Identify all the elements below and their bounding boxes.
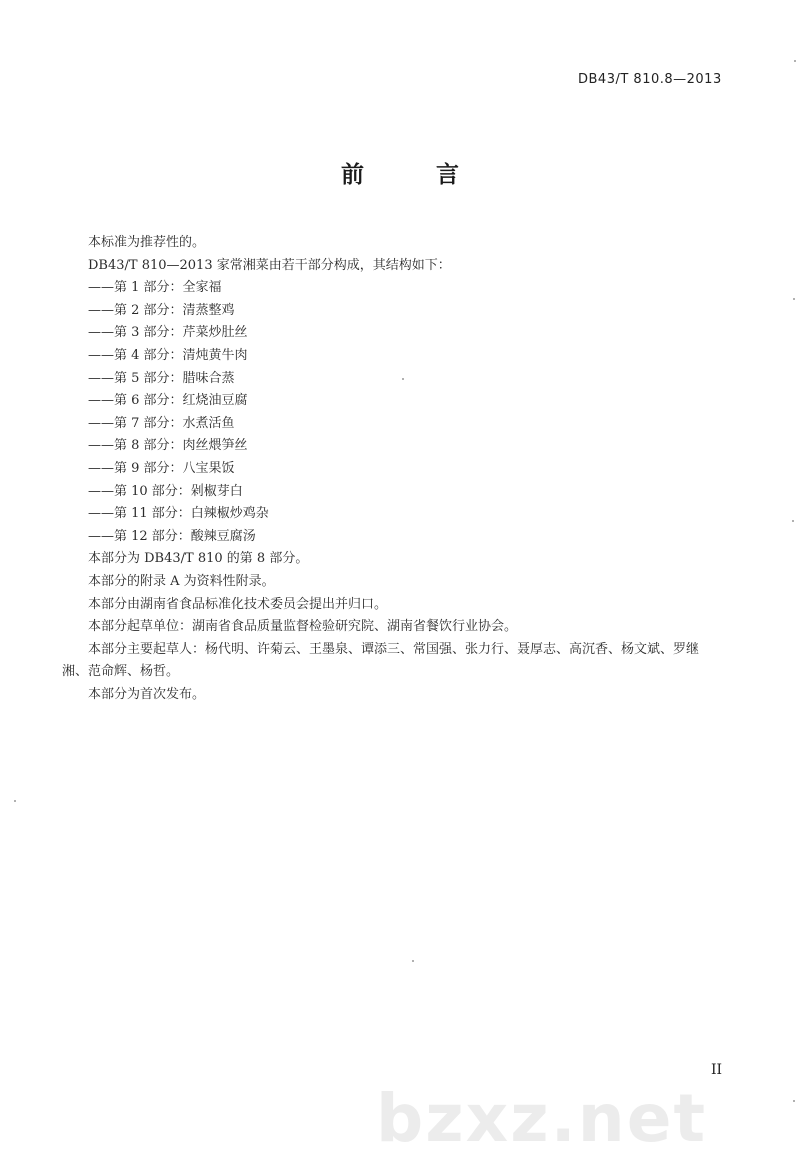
list-item: ——第 9 部分：八宝果饭: [88, 460, 235, 476]
scan-speck: [412, 960, 414, 962]
scan-speck: [792, 520, 794, 522]
body-text: [62, 232, 722, 706]
release-paragraph: 本部分为首次发布。: [88, 686, 206, 702]
page-number: II: [711, 1062, 723, 1078]
scan-speck: [793, 298, 795, 300]
list-item: ——第 8 部分：肉丝煨笋丝: [88, 438, 248, 454]
list-item: ——第 3 部分：芹菜炒肚丝: [88, 325, 248, 341]
scan-speck: [402, 378, 404, 380]
list-item: ——第 6 部分：红烧油豆腐: [88, 393, 248, 409]
closing-paragraph: 本部分起草单位：湖南省食品质量监督检验研究院、湖南省餐饮行业协会。: [88, 619, 518, 635]
intro-paragraph: 本标准为推荐性的。: [88, 235, 206, 250]
watermark: bzxz.net: [376, 1080, 708, 1157]
list-item: ——第 5 部分：腊味合蒸: [88, 370, 235, 386]
closing-paragraph: 本部分由湖南省食品标准化技术委员会提出并归口。: [88, 596, 388, 612]
list-item: ——第 12 部分：酸辣豆腐汤: [88, 528, 256, 544]
intro-paragraph: DB43/T 810—2013 家常湘菜由若干部分构成，其结构如下：: [88, 257, 451, 273]
closing-paragraph: 本部分为 DB43/T 810 的第 8 部分。: [88, 551, 309, 567]
list-item: ——第 10 部分：剁椒芽白: [88, 483, 243, 499]
parts-list: [62, 277, 722, 548]
scan-speck: [14, 800, 16, 802]
document-code: DB43/T 810.8—2013: [578, 72, 722, 87]
list-item: ——第 4 部分：清炖黄牛肉: [88, 347, 248, 363]
list-item: ——第 2 部分：清蒸整鸡: [88, 302, 235, 318]
scan-speck: [794, 60, 796, 62]
list-item: ——第 1 部分：全家福: [88, 280, 222, 296]
closing-paragraph: 本部分的附录 A 为资料性附录。: [88, 573, 275, 589]
drafters-paragraph: 本部分主要起草人：杨代明、许菊云、王墨泉、谭添三、常国强、张力行、聂厚志、高沉香、杨文斌、罗继湘、范命辉、杨哲。: [62, 641, 700, 680]
list-item: ——第 11 部分：白辣椒炒鸡杂: [88, 506, 269, 522]
page-title: 前 言: [340, 161, 491, 188]
list-item: ——第 7 部分：水煮活鱼: [88, 415, 235, 431]
scan-speck: [793, 1100, 795, 1102]
